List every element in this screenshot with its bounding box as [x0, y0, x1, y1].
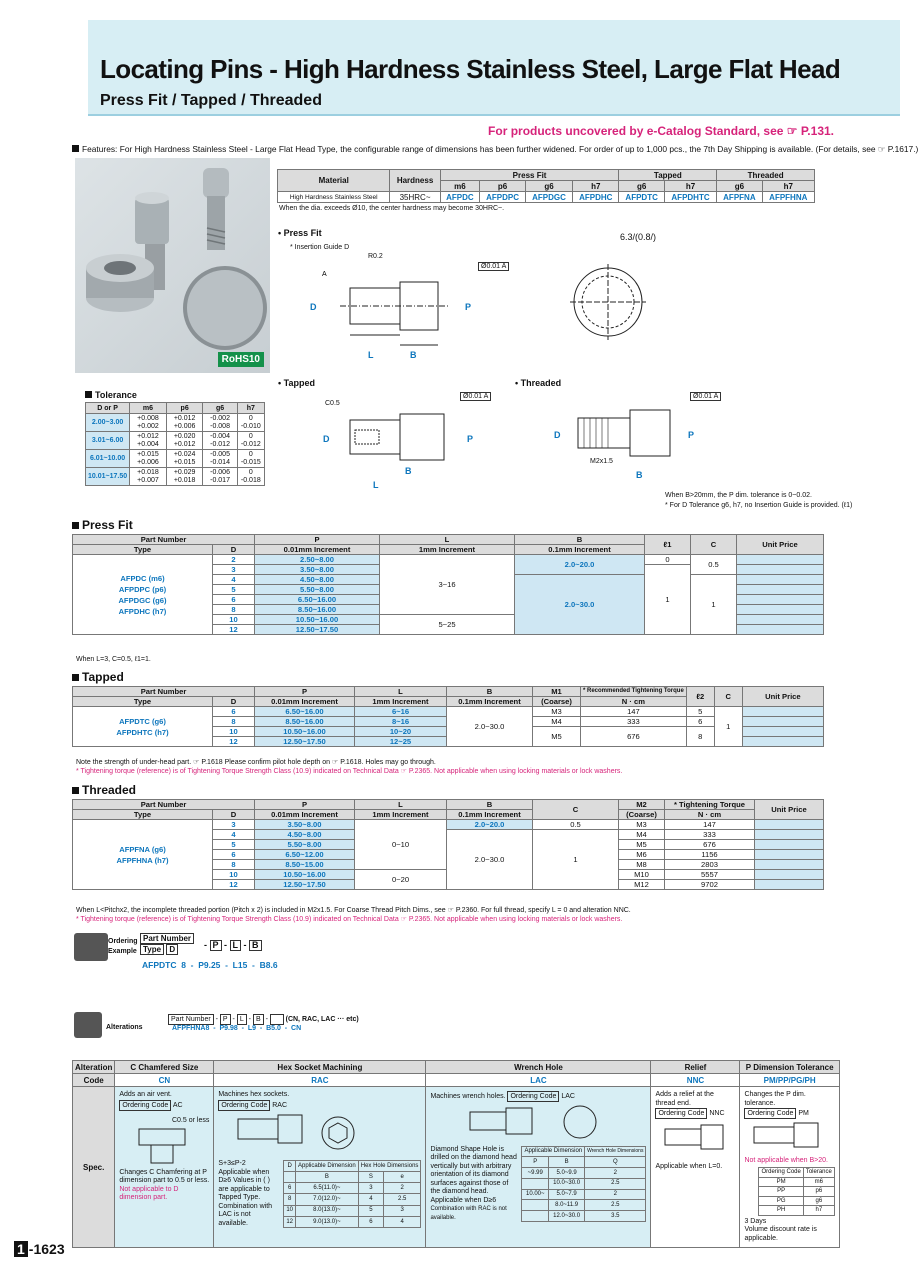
press-fit-section-title: Press Fit [72, 518, 133, 532]
material-table: Material Hardness Press Fit Tapped Threaded m6 p6 g6 h7 g6 h7 g6 h7 High Hardness Stainless Steel 35HRC~ AFPDC AFPDPC AFPDGC AFPDHC AFPDTC AFPDHTC AFPFNA AFPFHNA [277, 169, 815, 203]
svg-text:B: B [405, 466, 412, 476]
press-fit-note: When L=3, C=0.5, ℓ1=1. [76, 656, 151, 663]
features-text: Features: For High Hardness Stainless Steel - Large Flat Head Type, the configurable range of dimensions has been further widened. For order of up to 1,000 pcs., the 7th Day Shipping is available. (For details, see ☞ P.1617.) [72, 144, 832, 154]
tolerance-title: Tolerance [85, 390, 137, 400]
svg-text:L: L [373, 480, 379, 490]
tapped-table: Part Number P L B M1 * Recommended Tightening Torque ℓ2 C Unit Price Type D 0.01mm Increment 1mm Increment 0.1mm Increment (Coarse) N · cm AFPDTC (g6) AFPDHTC (h7) 6 6.50~16.00 6~16 2.0~30.0 M3 147 5 1 8 8.50~16.00 8~16 M4 333 6 10 10.50~16.00 10~20 M5 676 8 12 12.50~17.50 12~25 [72, 686, 824, 747]
svg-text:B: B [636, 470, 643, 480]
b-note: When B>20mm, the P dim. tolerance is 0~0.02. [665, 492, 812, 499]
page-number: 1 -1623 [14, 1241, 65, 1257]
rac-drawing [218, 1111, 368, 1157]
alterations-icon [74, 1012, 102, 1038]
alterations-table: Alteration C Chamfered Size Hex Socket Machining Wrench Hole Relief P Dimension Tolerance Code CN RAC LAC NNC PM/PP/PG/PH Spec. Adds an air vent. Ordering Code AC C0.5 or less Changes C Chamfering at P dimension part to 0.5 or less. Not applicable to D dimension part. Machines hex sockets. Ordering Code RAC S+3≤P-2 Applicable when D≥6 Values in ( ) are applicable to Tapped Type. Combination with LAC is not available. D Applicable Dimension Hex Hole Dimensions B S e 6 6.5(11.0)~ 3 2 8 7.0(12.0)~ 4 2.5 10 8.0(13.0)~ 5 3 12 9.0(13.0)~ 6 4 Machines wrench holes. Ordering Code LAC Diamond Shape Hole is drilled on the diamond head vertically but with arbitrary orientation of its diamond surfaces against those of the diamond head. Applicable when D≥6 Combination with RAC is not available. Applicable Dimension Wrench Hole Dimensions P B Q ~9.99 5.0~9.9 2 10.0~30.0 2.5 10.00~ 5.0~7.9 2 8.0~11.9 2.5 12.0~30.0 3.5 Adds a relief at the thread end. Ordering Code NNC Applicable when L=0. Changes the P dim. tolerance. Ordering Code PM Not applicable when B>20. Ordering Code Tolerance PM m6 PP p6 PG g6 PH h7 3 Days Volume discount rate is applicable. [72, 1060, 840, 1248]
tolerance-table: D or P m6 p6 g6 h7 2.00~3.00 +0.008 +0.002 +0.012 +0.006 -0.002 -0.008 0 -0.010 3.01~6.00 +0.012 +0.004 +0.020 +0.012 -0.004 -0.012 0 -0.012 6.01~10.00 +0.015 +0.006 +0.024 +0.015 -0.005 -0.014 0 -0.015 10.01~17.50 +0.018 +0.007 +0.029 +0.018 -0.006 -0.017 0 -0.018 [85, 402, 265, 486]
threaded-label: • Threaded [515, 378, 562, 388]
uncovered-link[interactable]: For products uncovered by e-Catalog Standard, see ☞ P.131. [488, 124, 834, 138]
press-fit-drawing [300, 260, 500, 365]
svg-text:A: A [322, 271, 327, 278]
press-fit-end-view [568, 262, 648, 342]
cn-drawing [119, 1125, 209, 1165]
tapped-label: • Tapped [278, 378, 315, 388]
rohs-badge: RoHS10 [218, 352, 264, 367]
alterations-example: AFPFHNA8 - P9.98 - L9 - B5.0 - CN [172, 1025, 302, 1032]
threaded-table: Part Number P L B C M2 * Tightening Torque Unit Price Type D 0.01mm Increment 1mm Increment 0.1mm Increment (Coarse) N · cm AFPFNA (g6) AFPFHNA (h7) 3 3.50~8.00 0~10 2.0~20.0 0.5 M3 147 4 4.50~8.00 2.0~30.0 1 M4 333 5 5.50~8.00 M5 676 6 6.50~12.00 M6 1156 8 8.50~15.00 M8 2803 10 10.50~16.00 0~20 M10 5557 12 12.50~17.50 M12 9702 [72, 799, 824, 890]
svg-text:B: B [410, 350, 417, 360]
insertion-note: * For D Tolerance g6, h7, no Insertion Guide is provided. (ℓ1) [665, 502, 853, 509]
pm-drawing [744, 1119, 834, 1153]
svg-text:D: D [554, 430, 561, 440]
hardness-note: When the dia. exceeds Ø10, the center hardness may become 30HRC~. [279, 205, 505, 212]
phone-icon [74, 933, 108, 961]
product-photo [75, 158, 270, 373]
tapped-note-1: Note the strength of under-head part. ☞ P.1618 Please confirm pilot hole depth on ☞ P.1618. Holes may go through. [76, 759, 436, 766]
lac-drawing [430, 1102, 620, 1142]
threaded-drawing [548, 404, 708, 489]
threaded-section-title: Threaded [72, 783, 136, 797]
svg-text:D: D [323, 434, 330, 444]
tapped-note-2: * Tightening torque (reference) is of Tightening Torque Strength Class (10.9) indicated on Technical Data ☞ P.2365. Not applicable when using locking materials or lock washers. [76, 768, 623, 775]
tapped-section-title: Tapped [72, 670, 124, 684]
press-fit-table: Part Number P L B ℓ1 C Unit Price Type D 0.01mm Increment 1mm Increment 0.1mm Increment AFPDC (m6) AFPDPC (p6) AFPDGC (g6) AFPDHC (h7) 2 2.50~8.00 3~16 2.0~20.0 0 0.5 3 3.50~8.00 1 4 4.50~8.00 2.0~30.0 1 5 5.50~8.00 6 6.50~16.00 8 8.50~16.00 10 10.50~16.00 5~25 12 12.50~17.50 [72, 534, 824, 635]
page-subtitle: Press Fit / Tapped / Threaded [100, 92, 322, 109]
roughness-symbol: 6.3/(0.8/) [620, 232, 657, 242]
nnc-drawing [655, 1119, 735, 1159]
svg-text:P: P [467, 434, 474, 444]
alterations-boxes: Part Number - P - L - B - (CN, RAC, LAC ··· etc) [168, 1014, 359, 1025]
flatness-box: Ø0.01 A [478, 262, 509, 271]
svg-text:D: D [310, 302, 317, 312]
page-header [88, 20, 900, 116]
page-title: Locating Pins - High Hardness Stainless Steel, Large Flat Head [100, 54, 841, 84]
svg-text:P: P [688, 430, 695, 440]
insertion-guide-label: * Insertion Guide D [290, 244, 350, 251]
press-fit-label: • Press Fit [278, 228, 322, 238]
threaded-note-1: When L<Pitchx2, the incomplete threaded portion (Pitch x 2) is included in M2x1.5. For Coarse Thread Pitch Dims., see ☞ P.2360. For full thread, specify L = 0 and alteration NNC. [76, 907, 631, 914]
threaded-note-2: * Tightening torque (reference) is of Tightening Torque Strength Class (10.9) indicated on Technical Data ☞ P.2365. Not applicable when using locking materials or lock washers. [76, 916, 623, 923]
svg-text:P: P [465, 302, 472, 312]
pins-photo-illustration [75, 158, 270, 373]
tapped-drawing [315, 408, 485, 493]
ordering-boxes: Part Number Type D [140, 933, 194, 955]
svg-text:L: L [368, 350, 374, 360]
ordering-example: AFPDTC 8 - P9.25 - L15 - B8.6 [142, 960, 278, 970]
